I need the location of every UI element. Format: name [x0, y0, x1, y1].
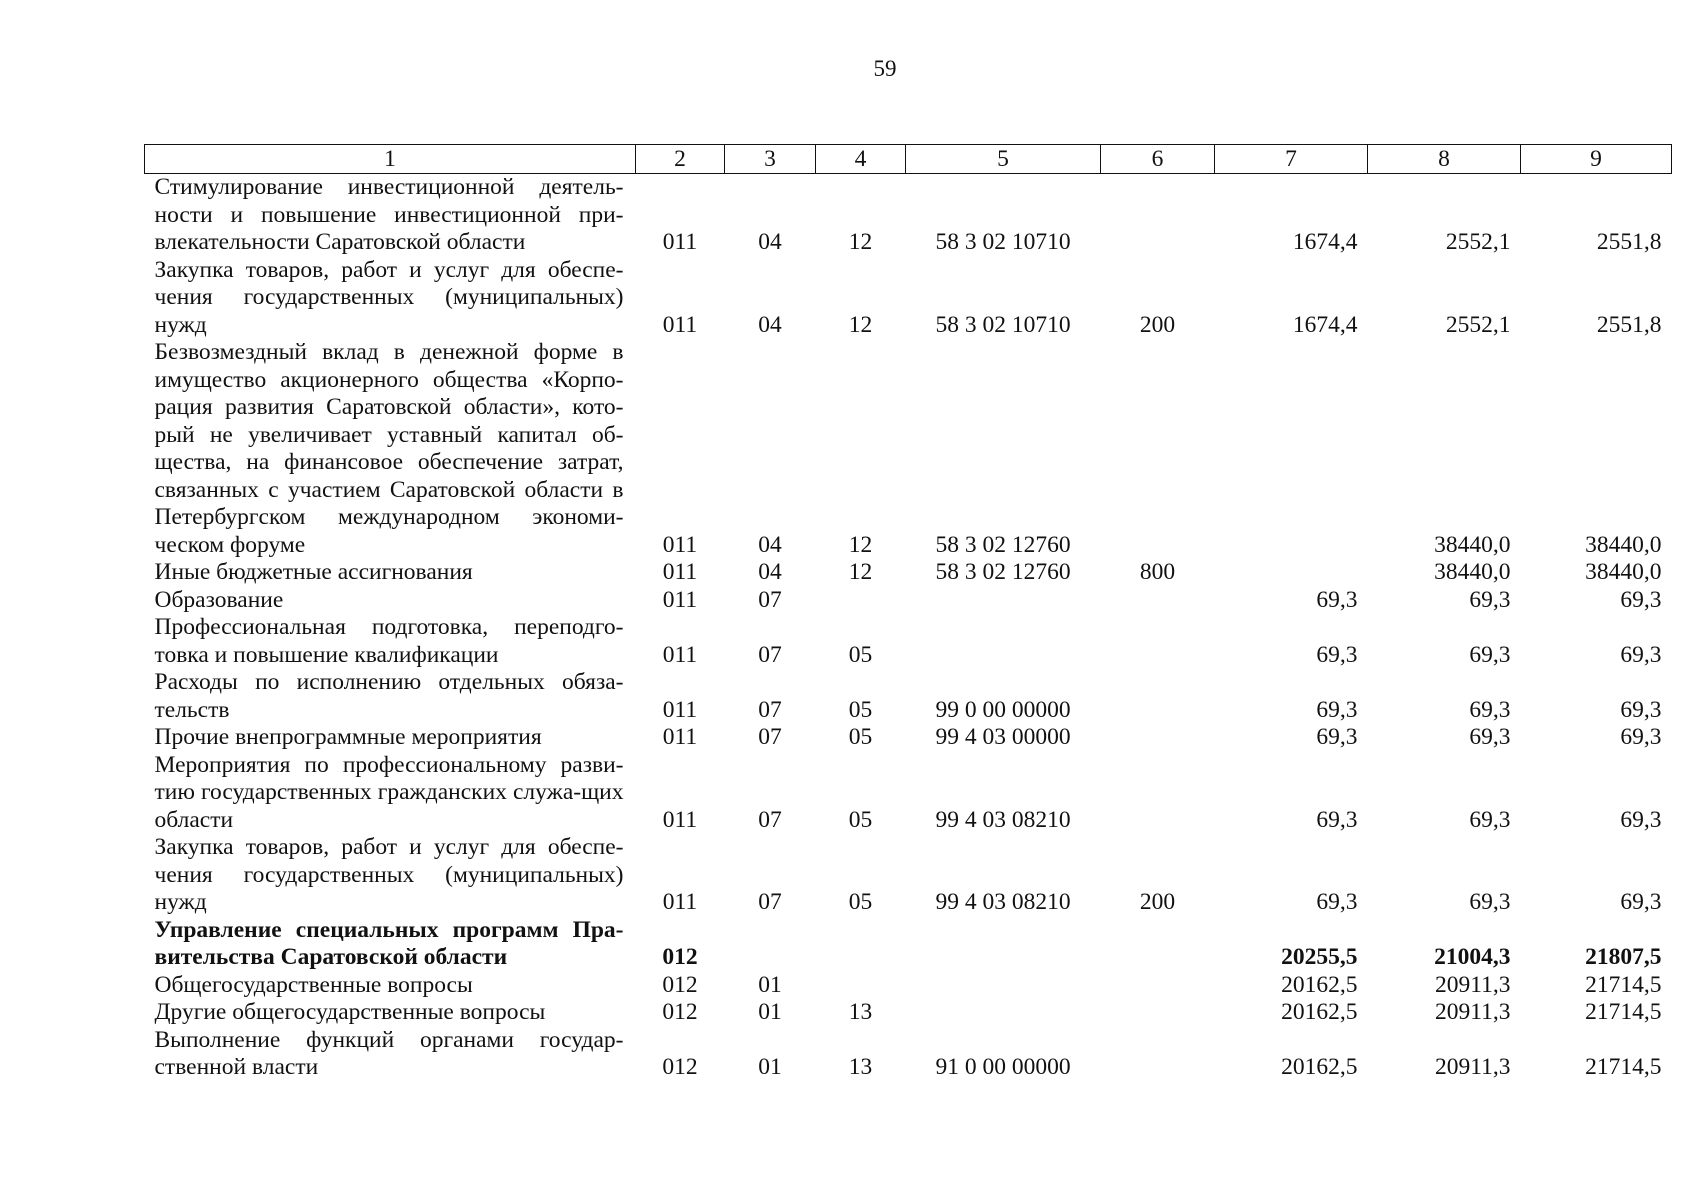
row-code-subsection: 05 — [848, 641, 873, 668]
row-amount-col8: 69,3 — [1469, 641, 1511, 668]
row-code-subsection — [816, 587, 906, 615]
row-code-expense-type — [1101, 614, 1215, 669]
row-amount-col8: 69,3 — [1469, 586, 1511, 613]
table-header — [145, 145, 1672, 174]
row-code-section: 07 — [758, 696, 782, 723]
row-code-section: 07 — [758, 586, 782, 613]
row-code-admin: 011 — [662, 559, 698, 585]
row-code-admin: 011 — [662, 724, 698, 750]
row-code-subsection: 13 — [848, 1054, 873, 1080]
row-amount-col8: 38440,0 — [1434, 531, 1511, 558]
row-amount-col9: 69,3 — [1620, 724, 1662, 750]
row-name: Мероприятия по профессиональному разви-тию государственных гражданских служа-щих области — [154, 751, 624, 833]
row-code-target — [906, 972, 1101, 1000]
row-name: Другие общегосударственные вопросы — [154, 999, 546, 1025]
row-code-expense-type — [1101, 972, 1215, 1000]
row-amount-col9: 38440,0 — [1585, 531, 1662, 558]
row-name: Образование — [154, 586, 284, 613]
row-amount-col7: 69,3 — [1316, 586, 1358, 613]
row-code-admin: 011 — [662, 641, 698, 668]
row-code-expense-type — [1101, 339, 1215, 559]
row-name: Закупка товаров, работ и услуг для обеспе-чения государственных (муниципальных) нужд — [154, 834, 624, 915]
row-amount-col8: 20911,3 — [1434, 999, 1511, 1025]
row-code-subsection — [816, 972, 906, 1000]
header-cell-8: 8 — [1368, 145, 1521, 174]
row-code-admin: 011 — [662, 531, 698, 558]
row-amount-col7: 69,3 — [1316, 806, 1358, 833]
row-code-section: 04 — [758, 559, 782, 585]
row-code-subsection: 05 — [848, 806, 873, 833]
row-amount-col7 — [1215, 339, 1368, 559]
row-code-subsection: 12 — [848, 531, 873, 558]
row-code-target: 58 3 02 10710 — [935, 229, 1071, 255]
row-name: Расходы по исполнению отдельных обяза-тельств — [154, 669, 624, 723]
row-code-target: 58 3 02 10710 — [935, 311, 1071, 338]
table-row — [145, 834, 1672, 917]
table-row — [145, 972, 1672, 1000]
row-code-subsection: 13 — [848, 999, 873, 1025]
header-cell-5: 5 — [906, 145, 1101, 174]
row-code-expense-type — [1101, 1027, 1215, 1082]
row-amount-col9: 69,3 — [1620, 806, 1662, 833]
row-amount-col9: 21714,5 — [1585, 971, 1662, 998]
header-cell-4: 4 — [816, 145, 906, 174]
table-row — [145, 1027, 1672, 1082]
row-code-section: 01 — [758, 999, 782, 1025]
row-code-target — [906, 614, 1101, 669]
row-code-subsection: 05 — [848, 889, 873, 915]
row-code-expense-type: 800 — [1139, 559, 1176, 585]
row-code-target: 58 3 02 12760 — [935, 531, 1071, 558]
row-code-admin: 012 — [662, 944, 698, 970]
row-amount-col9: 21807,5 — [1585, 944, 1662, 970]
row-code-expense-type — [1101, 174, 1215, 257]
header-cell-2: 2 — [636, 145, 725, 174]
row-code-target — [906, 917, 1101, 972]
row-code-admin: 012 — [662, 971, 698, 998]
row-amount-col7: 20162,5 — [1281, 971, 1358, 998]
row-code-expense-type — [1101, 917, 1215, 972]
row-amount-col9: 69,3 — [1620, 586, 1662, 613]
table-row — [145, 752, 1672, 835]
row-amount-col9: 69,3 — [1620, 641, 1662, 668]
row-code-expense-type — [1101, 587, 1215, 615]
row-amount-col8: 69,3 — [1469, 806, 1511, 833]
header-cell-7: 7 — [1215, 145, 1368, 174]
row-code-expense-type — [1101, 999, 1215, 1027]
table-row — [145, 724, 1672, 752]
row-code-admin: 012 — [662, 999, 698, 1025]
row-code-section: 04 — [758, 531, 782, 558]
row-code-section: 01 — [758, 1054, 782, 1080]
row-amount-col8: 69,3 — [1469, 889, 1511, 915]
row-amount-col8: 20911,3 — [1434, 971, 1511, 998]
row-code-section: 07 — [758, 806, 782, 833]
row-code-admin: 011 — [662, 806, 698, 833]
row-amount-col8: 38440,0 — [1434, 559, 1511, 585]
table-row — [145, 174, 1672, 257]
row-amount-col8: 20911,3 — [1434, 1054, 1511, 1080]
row-amount-col8: 69,3 — [1469, 724, 1511, 750]
row-name: Выполнение функций органами государ-ственной власти — [154, 1026, 624, 1080]
row-code-subsection: 12 — [848, 311, 873, 338]
row-amount-col8: 21004,3 — [1434, 944, 1511, 970]
row-code-section: 01 — [758, 971, 782, 998]
table-row — [145, 614, 1672, 669]
row-name: Закупка товаров, работ и услуг для обеспе-чения государственных (муниципальных) нужд — [154, 256, 624, 338]
row-amount-col8: 2552,1 — [1445, 311, 1511, 338]
header-cell-9: 9 — [1521, 145, 1672, 174]
row-amount-col9: 69,3 — [1620, 889, 1662, 915]
row-amount-col9: 69,3 — [1620, 696, 1662, 723]
row-amount-col9: 21714,5 — [1585, 1054, 1662, 1080]
row-code-section: 07 — [758, 724, 782, 750]
row-amount-col9: 21714,5 — [1585, 999, 1662, 1025]
table-row — [145, 587, 1672, 615]
budget-table — [144, 144, 1672, 1082]
row-code-subsection: 12 — [848, 229, 873, 255]
row-amount-col7: 1674,4 — [1292, 311, 1358, 338]
row-code-expense-type — [1101, 752, 1215, 835]
row-amount-col8: 2552,1 — [1445, 229, 1511, 255]
row-code-target: 99 4 03 08210 — [935, 889, 1071, 915]
row-code-expense-type: 200 — [1139, 311, 1176, 338]
table-row — [145, 669, 1672, 724]
row-code-expense-type — [1101, 669, 1215, 724]
row-name: Профессиональная подготовка, переподго-товка и повышение квалификации — [154, 614, 624, 668]
row-code-section: 07 — [758, 641, 782, 668]
row-amount-col9: 38440,0 — [1585, 559, 1662, 585]
row-code-target — [906, 999, 1101, 1027]
row-code-subsection: 12 — [848, 559, 873, 585]
row-code-expense-type — [1101, 724, 1215, 752]
row-code-admin: 011 — [662, 586, 698, 613]
table-row — [145, 999, 1672, 1027]
row-code-section: 04 — [758, 311, 782, 338]
row-code-target: 99 4 03 00000 — [935, 724, 1071, 750]
row-amount-col9: 2551,8 — [1596, 311, 1662, 338]
header-row — [145, 145, 1672, 174]
table-row — [145, 917, 1672, 972]
row-amount-col7: 20162,5 — [1281, 999, 1358, 1025]
row-code-expense-type: 200 — [1139, 889, 1176, 915]
row-code-target — [906, 587, 1101, 615]
row-amount-col7: 69,3 — [1316, 724, 1358, 750]
row-code-target: 99 4 03 08210 — [935, 806, 1071, 833]
row-amount-col7: 69,3 — [1316, 889, 1358, 915]
row-code-admin: 012 — [662, 1054, 698, 1080]
table-body — [145, 174, 1672, 1082]
row-amount-col7: 20162,5 — [1281, 1054, 1358, 1080]
table-row — [145, 257, 1672, 340]
row-code-target: 91 0 00 00000 — [935, 1054, 1071, 1080]
table-row — [145, 339, 1672, 559]
row-code-admin: 011 — [662, 229, 698, 255]
row-amount-col7: 69,3 — [1316, 696, 1358, 723]
row-code-admin: 011 — [662, 889, 698, 915]
table-row — [145, 559, 1672, 587]
row-name: Иные бюджетные ассигнования — [154, 559, 473, 585]
header-cell-6: 6 — [1101, 145, 1215, 174]
row-code-target: 99 0 00 00000 — [935, 696, 1071, 723]
row-code-admin: 011 — [662, 311, 698, 338]
row-amount-col7: 69,3 — [1316, 641, 1358, 668]
row-code-section — [725, 917, 816, 972]
row-name: Стимулирование инвестиционной деятель-ности и повышение инвестиционной при-влекательности Саратовской области — [154, 174, 624, 255]
page-number: 59 — [873, 56, 897, 81]
row-name: Безвозмездный вклад в денежной форме в имущество акционерного общества «Корпо-рация развития Саратовской области», кото-рый не увеличивает уставный капитал об-щества, на финансовое обеспечение затрат, связанных с участием Саратовской области в Петербургском международном экономи-ческом форуме — [154, 339, 624, 558]
row-code-subsection: 05 — [848, 724, 873, 750]
header-cell-3: 3 — [725, 145, 816, 174]
header-cell-1: 1 — [145, 145, 636, 174]
row-amount-col8: 69,3 — [1469, 696, 1511, 723]
row-code-section: 04 — [758, 229, 782, 255]
row-code-section: 07 — [758, 889, 782, 915]
row-amount-col7 — [1215, 559, 1368, 587]
row-code-subsection — [816, 917, 906, 972]
row-code-admin: 011 — [662, 696, 698, 723]
row-amount-col7: 1674,4 — [1292, 229, 1358, 255]
row-code-subsection: 05 — [848, 696, 873, 723]
row-code-target: 58 3 02 12760 — [935, 559, 1071, 585]
row-amount-col7: 20255,5 — [1281, 944, 1358, 970]
row-amount-col9: 2551,8 — [1596, 229, 1662, 255]
row-name: Общегосударственные вопросы — [154, 971, 473, 998]
row-name: Управление специальных программ Пра-вительства Саратовской области — [154, 916, 624, 970]
row-name: Прочие внепрограммные мероприятия — [154, 724, 542, 750]
